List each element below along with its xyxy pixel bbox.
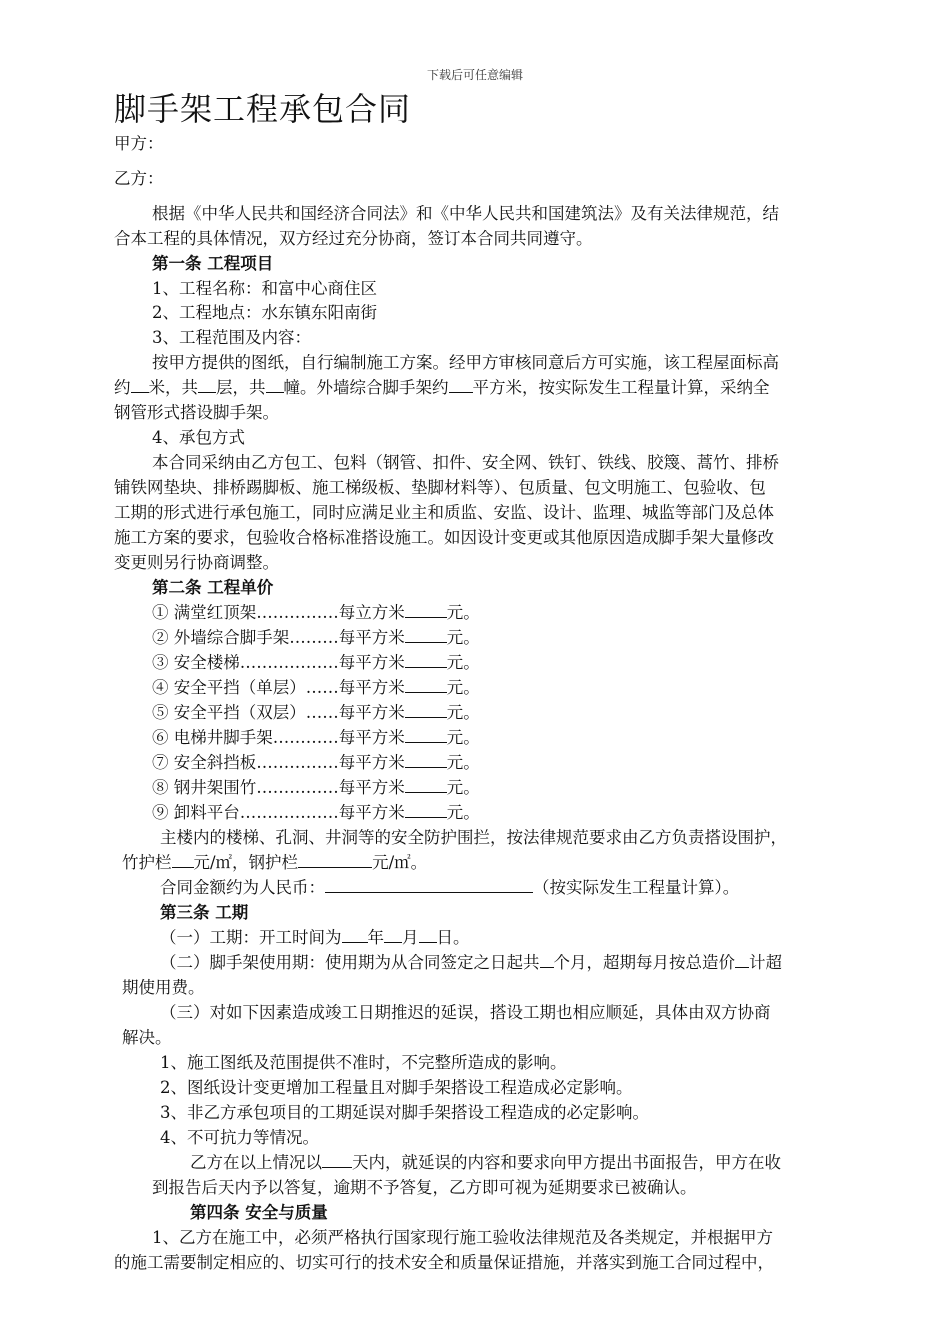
price-blank[interactable] xyxy=(405,777,447,793)
price-item: ⑧ 钢井架围竹……………每平方米 元。 xyxy=(152,778,480,797)
scope-heading: 3、工程范围及内容： xyxy=(152,328,311,347)
price-blank[interactable] xyxy=(405,802,447,818)
price-blank[interactable] xyxy=(405,627,447,643)
start-day-blank[interactable] xyxy=(419,927,437,943)
price-blank[interactable] xyxy=(405,602,447,618)
contract-mode-line-4: 施工方案的要求，包验收合格标准搭设施工。如因设计变更或其他原因造成脚手架大量修改 xyxy=(114,528,774,547)
delay-cause-item: 3、非乙方承包项目的工期延误对脚手架搭设工程造成的必定影响。 xyxy=(160,1103,649,1122)
delay-cause-item: 4、不可抗力等情况。 xyxy=(160,1128,319,1147)
delay-cause-item: 2、图纸设计变更增加工程量且对脚手架搭设工程造成必定影响。 xyxy=(160,1078,633,1097)
area-blank[interactable] xyxy=(449,377,473,393)
price-item: ⑦ 安全斜挡板……………每平方米 元。 xyxy=(152,753,480,772)
article-4-heading: 第四条 安全与质量 xyxy=(190,1203,328,1222)
contract-mode-heading: 4、承包方式 xyxy=(152,428,245,447)
safety-line-1: 1、乙方在施工中，必须严格执行国家现行施工验收法律规范及各类规定，并根据甲方 xyxy=(152,1228,773,1247)
article-3-heading: 第三条 工期 xyxy=(160,903,249,922)
contract-mode-line-3: 工期的形式进行承包施工，同时应满足业主和质监、安监、设计、监理、城监等部门及总体 xyxy=(114,503,774,522)
price-item: ⑥ 电梯井脚手架…………每平方米 元。 xyxy=(152,728,480,747)
elevation-blank[interactable] xyxy=(131,377,149,393)
contract-title: 脚手架工程承包合同 xyxy=(114,90,412,128)
schedule-start-line: （一）工期：开工时间为 年 月 日。 xyxy=(160,928,470,947)
contract-mode-line-2: 铺铁网垫块、排桥踢脚板、施工梯级板、垫脚材料等）、包质量、包文明施工、包验收、包 xyxy=(114,478,766,497)
article-2-heading: 第二条 工程单价 xyxy=(152,578,274,597)
delay-cause-item: 1、施工图纸及范围提供不准时，不完整所造成的影响。 xyxy=(160,1053,567,1072)
project-name: 1、工程名称：和富中心商住区 xyxy=(152,279,377,298)
price-item: ② 外墙综合脚手架………每平方米 元。 xyxy=(152,628,480,647)
price-item: ③ 安全楼梯………………每平方米 元。 xyxy=(152,653,480,672)
usage-period-line-2: 期使用费。 xyxy=(122,978,205,997)
delay-clause-line-2: 解决。 xyxy=(122,1028,172,1047)
guardrail-line-1: 主楼内的楼梯、孔洞、井洞等的安全防护围拦，按法律规范要求由乙方负责搭设围护， xyxy=(160,828,787,847)
scope-line-2: 约 米，共 层，共 幢。外墙综合脚手架约 平方米，按实际发生工程量计算，采纳全 xyxy=(114,378,770,397)
price-blank[interactable] xyxy=(405,677,447,693)
notice-days-blank[interactable] xyxy=(322,1152,352,1168)
start-month-blank[interactable] xyxy=(384,927,402,943)
contract-amount-blank[interactable] xyxy=(325,877,533,893)
price-blank[interactable] xyxy=(405,727,447,743)
usage-months-blank[interactable] xyxy=(540,952,554,968)
contract-amount-line: 合同金额约为人民币： （按实际发生工程量计算）。 xyxy=(160,878,740,897)
price-item: ⑤ 安全平挡（双层）……每平方米 元。 xyxy=(152,703,480,722)
floors-blank[interactable] xyxy=(198,377,216,393)
contract-mode-line-1: 本合同采纳由乙方包工、包料（钢管、扣件、安全网、铁钉、铁线、胶篾、蒿竹、排桥 xyxy=(152,453,779,472)
usage-period-line-1: （二）脚手架使用期：使用期为从合同签定之日起共 个月，超期每月按总造价 计超 xyxy=(160,953,782,972)
party-a-label: 甲方： xyxy=(114,134,164,153)
price-blank[interactable] xyxy=(405,752,447,768)
intro-line-2: 合本工程的具体情况，双方经过充分协商，签订本合同共同遵守。 xyxy=(114,229,593,248)
article-1-heading: 第一条 工程项目 xyxy=(152,254,274,273)
bamboo-rail-price-blank[interactable] xyxy=(172,852,194,868)
page-header-note: 下载后可任意编辑 xyxy=(426,68,523,82)
delay-clause-line-1: （三）对如下因素造成竣工日期推迟的延误，搭设工期也相应顺延，具体由双方协商 xyxy=(160,1003,771,1022)
price-blank[interactable] xyxy=(405,652,447,668)
scope-line-3: 钢管形式搭设脚手架。 xyxy=(114,403,279,422)
party-b-label: 乙方： xyxy=(114,169,164,188)
project-location: 2、工程地点：水东镇东阳南街 xyxy=(152,303,377,322)
delay-notice-line-2: 到报告后天内予以答复，逾期不予答复，乙方即可视为延期要求已被确认。 xyxy=(152,1178,697,1197)
guardrail-line-2: 竹护栏 元/㎡，钢护栏 元/㎡。 xyxy=(122,853,428,872)
price-item: ④ 安全平挡（单层）……每平方米 元。 xyxy=(152,678,480,697)
price-item: ⑨ 卸料平台………………每平方米 元。 xyxy=(152,803,480,822)
steel-rail-price-blank[interactable] xyxy=(298,852,372,868)
contract-mode-line-5: 变更则另行协商调整。 xyxy=(114,553,279,572)
intro-line-1: 根据《中华人民共和国经济合同法》和《中华人民共和国建筑法》及有关法律规范，结 xyxy=(152,204,779,223)
start-year-blank[interactable] xyxy=(342,927,368,943)
price-blank[interactable] xyxy=(405,702,447,718)
scope-line-1: 按甲方提供的图纸，自行编制施工方案。经甲方审核同意后方可实施，该工程屋面标高 xyxy=(152,353,779,372)
overtime-rate-blank[interactable] xyxy=(735,952,749,968)
price-item: ① 满堂红顶架……………每立方米 元。 xyxy=(152,603,480,622)
delay-notice-line-1: 乙方在以上情况以 天内，就延误的内容和要求向甲方提出书面报告，甲方在收 xyxy=(190,1153,781,1172)
buildings-blank[interactable] xyxy=(266,377,284,393)
safety-line-2: 的施工需要制定相应的、切实可行的技术安全和质量保证措施，并落实到施工合同过程中， xyxy=(114,1253,774,1272)
